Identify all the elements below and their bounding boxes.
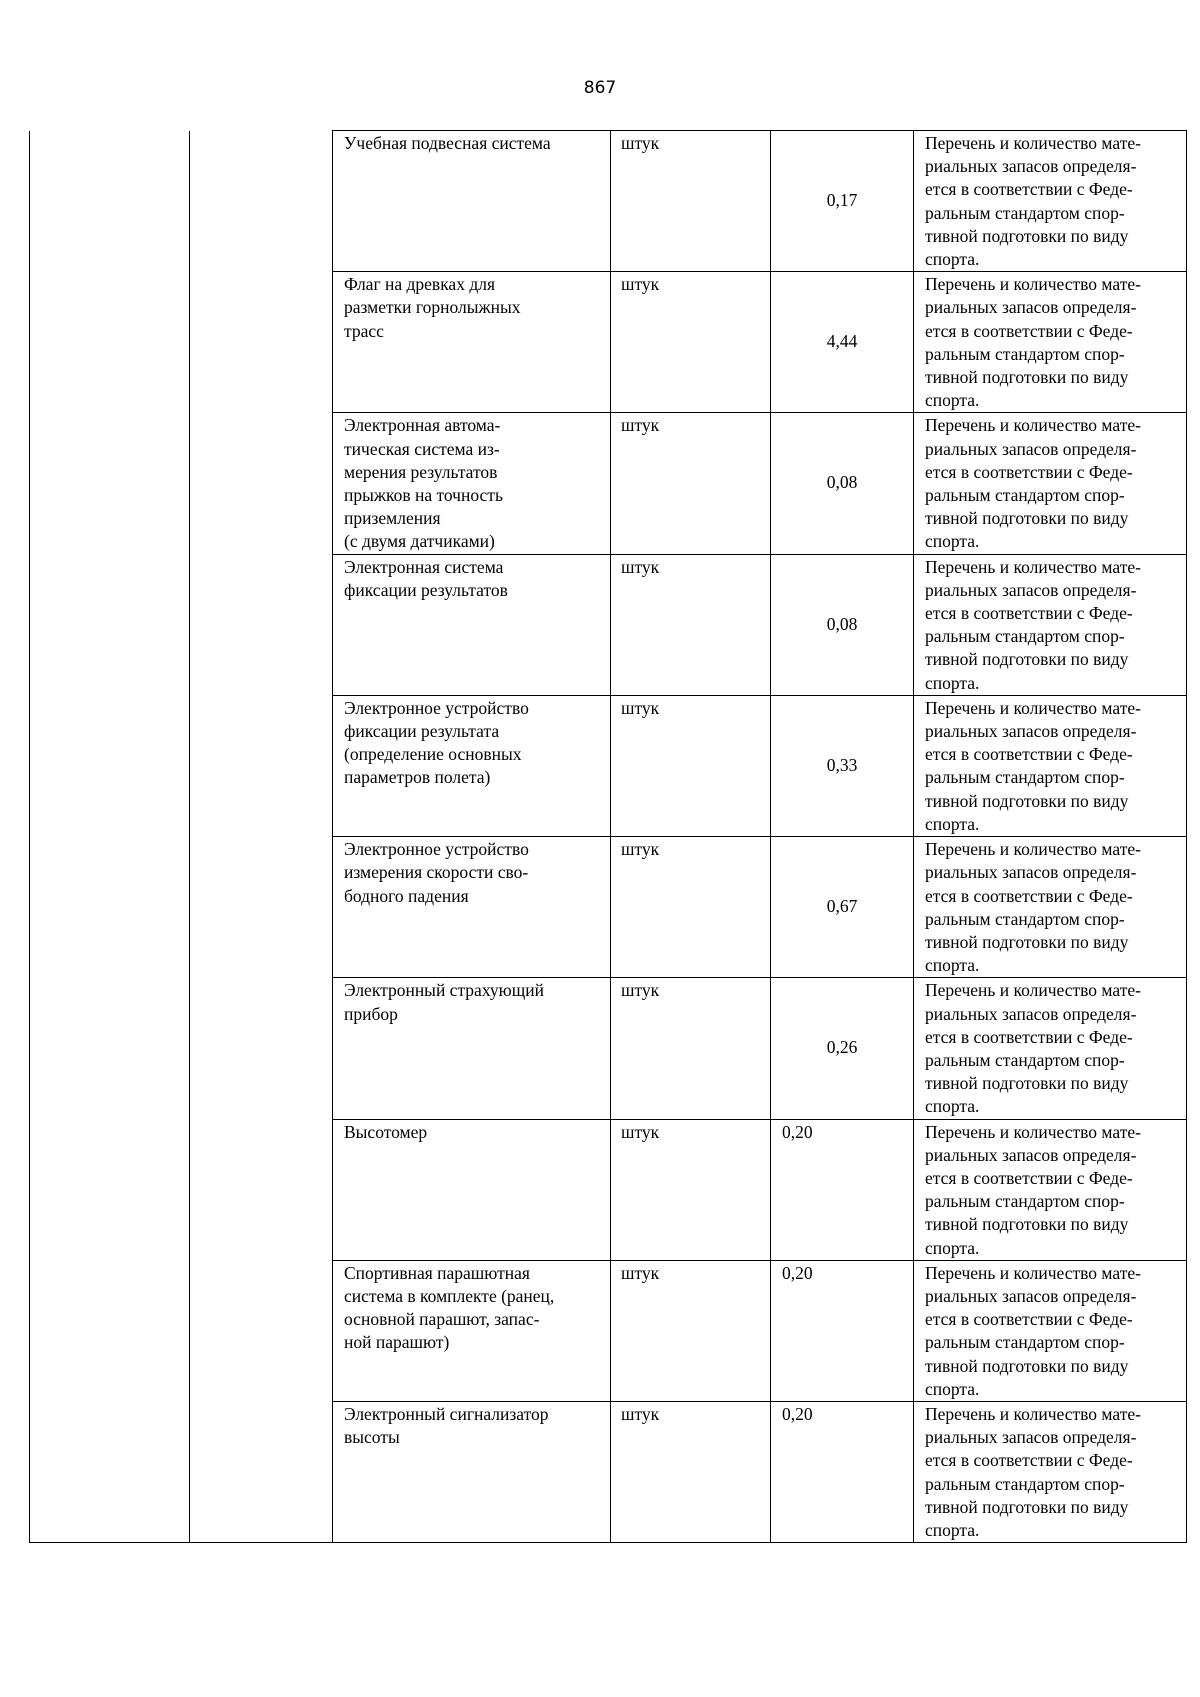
item-quantity: 0,08 xyxy=(826,472,858,493)
item-unit: штук xyxy=(621,1403,660,1424)
item-name: Электронная система фиксации результатов xyxy=(344,556,508,600)
item-name-cell xyxy=(333,978,611,1119)
item-quantity: 0,67 xyxy=(826,896,858,917)
item-name-cell xyxy=(333,131,611,272)
item-quantity: 0,08 xyxy=(826,613,858,634)
item-note-cell xyxy=(914,1401,1187,1542)
item-name-cell xyxy=(333,413,611,554)
item-name: Учебная подвесная система xyxy=(344,133,551,153)
item-quantity: 4,44 xyxy=(826,331,858,352)
item-name: Электронный сигнализатор высоты xyxy=(344,1403,549,1448)
item-note: Перечень и количество мате- риальных запасов определя- ется в соответствии с Феде- ральным стандартом спор- тивной подготовки по виду спорта. xyxy=(925,1121,1141,1258)
item-name: Электронная автома- тическая система из- мерения результатов прыжков на точность приземления (с двумя датчиками) xyxy=(344,415,503,552)
item-unit-cell xyxy=(611,131,771,272)
item-unit: штук xyxy=(621,415,660,436)
item-unit: штук xyxy=(621,697,660,718)
item-quantity-cell xyxy=(771,554,914,695)
item-quantity-cell xyxy=(771,695,914,836)
item-unit: штук xyxy=(621,274,660,295)
item-unit: штук xyxy=(621,839,660,860)
item-name-cell xyxy=(333,554,611,695)
table-row xyxy=(30,131,1187,272)
item-name: Флаг на древках для разметки горнолыжных трасс xyxy=(344,274,521,341)
item-name: Электронное устройство измерения скорости сво- бодного падения xyxy=(344,839,529,906)
item-note: Перечень и количество мате- риальных запасов определя- ется в соответствии с Феде- ральным стандартом спор- тивной подготовки по виду спорта. xyxy=(925,556,1141,693)
item-quantity-cell xyxy=(771,1260,914,1401)
empty-column-cell-1 xyxy=(30,131,190,1543)
item-note-cell xyxy=(914,978,1187,1119)
page-number: 867 xyxy=(583,78,617,98)
item-note-cell xyxy=(914,695,1187,836)
item-quantity: 0,20 xyxy=(782,1121,813,1142)
item-unit: штук xyxy=(621,1262,660,1283)
item-unit-cell xyxy=(611,978,771,1119)
item-unit-cell xyxy=(611,1119,771,1260)
item-name-cell xyxy=(333,837,611,978)
empty-column-cell-2 xyxy=(190,131,333,1543)
item-quantity-cell xyxy=(771,272,914,413)
item-note-cell xyxy=(914,837,1187,978)
item-note: Перечень и количество мате- риальных запасов определя- ется в соответствии с Феде- ральным стандартом спор- тивной подготовки по виду спорта. xyxy=(925,133,1141,270)
item-unit-cell xyxy=(611,837,771,978)
item-quantity-cell xyxy=(771,837,914,978)
item-note: Перечень и количество мате- риальных запасов определя- ется в соответствии с Феде- ральным стандартом спор- тивной подготовки по виду спорта. xyxy=(925,1403,1141,1540)
item-note: Перечень и количество мате- риальных запасов определя- ется в соответствии с Феде- ральным стандартом спор- тивной подготовки по виду спорта. xyxy=(925,839,1141,976)
item-quantity: 0,17 xyxy=(826,190,858,210)
item-quantity: 0,20 xyxy=(782,1262,813,1283)
item-note-cell xyxy=(914,1119,1187,1260)
item-quantity: 0,33 xyxy=(826,754,858,775)
item-unit-cell xyxy=(611,554,771,695)
item-unit-cell xyxy=(611,272,771,413)
item-note-cell xyxy=(914,131,1187,272)
item-unit-cell xyxy=(611,1260,771,1401)
item-quantity: 0,20 xyxy=(782,1403,813,1424)
item-quantity-cell xyxy=(771,1119,914,1260)
item-note: Перечень и количество мате- риальных запасов определя- ется в соответствии с Феде- ральным стандартом спор- тивной подготовки по виду спорта. xyxy=(925,1262,1141,1399)
item-note: Перечень и количество мате- риальных запасов определя- ется в соответствии с Феде- ральным стандартом спор- тивной подготовки по виду спорта. xyxy=(925,274,1141,411)
item-note-cell xyxy=(914,554,1187,695)
item-note-cell xyxy=(914,413,1187,554)
item-unit: штук xyxy=(621,980,660,1001)
item-quantity-cell xyxy=(771,131,914,272)
item-name: Высотомер xyxy=(344,1121,428,1142)
item-unit: штук xyxy=(621,556,660,577)
item-quantity-cell xyxy=(771,413,914,554)
item-quantity: 0,26 xyxy=(826,1037,858,1058)
item-name-cell xyxy=(333,1260,611,1401)
item-name-cell xyxy=(333,695,611,836)
item-quantity-cell xyxy=(771,1401,914,1542)
item-name: Электронное устройство фиксации результата (определение основных параметров полета) xyxy=(344,697,529,788)
item-name-cell xyxy=(333,272,611,413)
item-unit: штук xyxy=(621,133,660,153)
item-name-cell xyxy=(333,1119,611,1260)
item-note: Перечень и количество мате- риальных запасов определя- ется в соответствии с Феде- ральным стандартом спор- тивной подготовки по виду спорта. xyxy=(925,697,1141,834)
item-note: Перечень и количество мате- риальных запасов определя- ется в соответствии с Феде- ральным стандартом спор- тивной подготовки по виду спорта. xyxy=(925,980,1141,1117)
item-name-cell xyxy=(333,1401,611,1542)
item-quantity-cell xyxy=(771,978,914,1119)
item-note-cell xyxy=(914,272,1187,413)
item-note-cell xyxy=(914,1260,1187,1401)
item-name: Электронный страхующий прибор xyxy=(344,980,544,1024)
item-name: Спортивная парашютная система в комплекте (ранец, основной парашют, запас- ной парашют) xyxy=(344,1262,555,1353)
item-unit: штук xyxy=(621,1121,660,1142)
item-unit-cell xyxy=(611,695,771,836)
item-note: Перечень и количество мате- риальных запасов определя- ется в соответствии с Феде- ральным стандартом спор- тивной подготовки по виду спорта. xyxy=(925,415,1141,552)
equipment-table xyxy=(29,130,1187,1543)
item-unit-cell xyxy=(611,413,771,554)
item-unit-cell xyxy=(611,1401,771,1542)
